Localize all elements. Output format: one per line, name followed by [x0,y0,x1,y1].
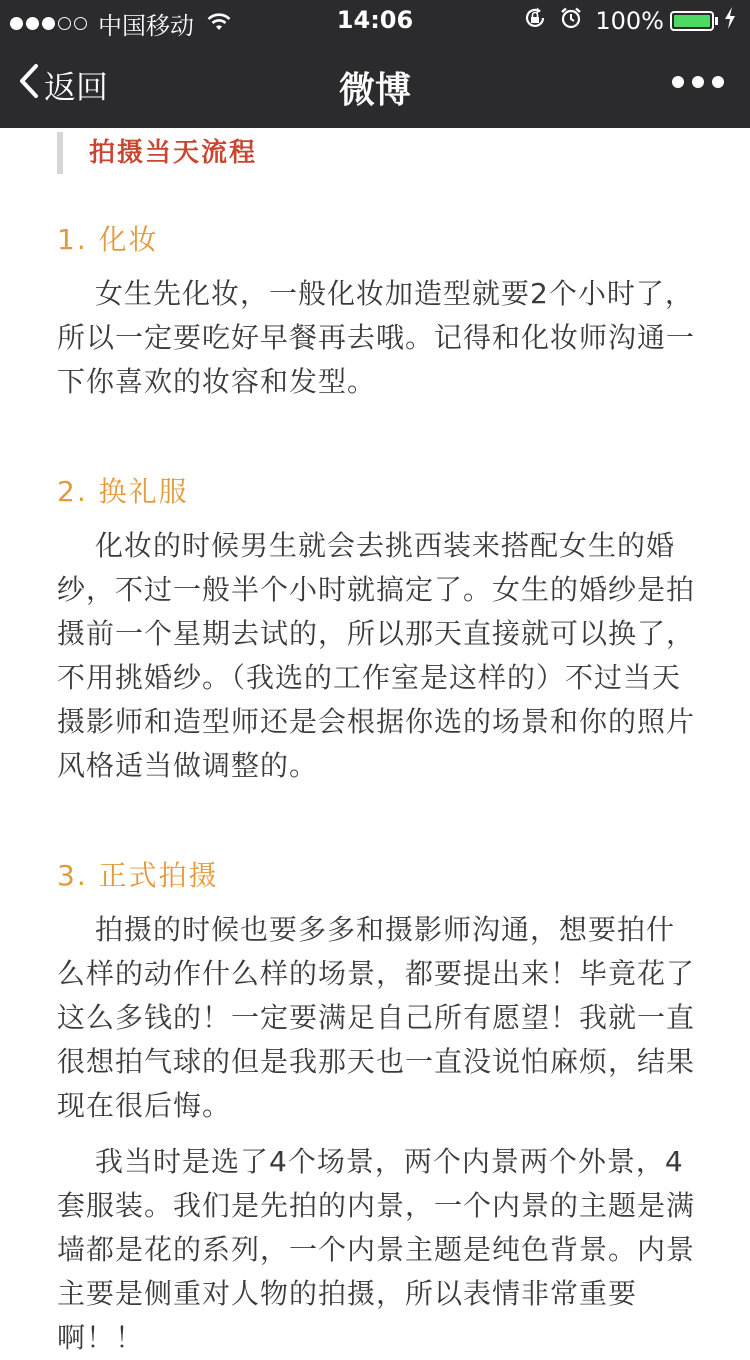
section-heading: 3. 正式拍摄 [57,859,219,892]
battery-icon [670,11,714,31]
more-dot [692,76,704,88]
quote-title: 拍摄当天流程 [57,132,257,174]
paragraph: 拍摄的时候也要多多和摄影师沟通，想要拍什么样的动作什么样的场景，都要提出来！毕竟花了这么多钱的！一定要满足自己所有愿望！我就一直很想拍气球的但是我那天也一直没说怕麻烦，结果现在很后悔。 [57,913,696,1122]
more-options-button[interactable] [664,76,724,88]
battery-fill [674,15,710,27]
status-right [523,6,736,36]
paragraph: 女生先化妆，一般化妆加造型就要2个小时了，所以一定要吃好早餐再去哦。记得和化妆师沟通一下你喜欢的妆容和发型。 [57,277,696,398]
article-content [0,128,750,1354]
status-time: 14:06 [336,6,414,34]
charging-icon [724,7,736,35]
battery-percent: 100% [595,7,664,35]
section-shooting [57,854,697,1360]
status-bar [0,0,750,40]
section-heading: 1. 化妆 [57,223,159,256]
back-label: 返回 [44,68,109,106]
page-title: 微博 [338,70,411,111]
carrier-name: 中国移动 [98,12,194,40]
section-heading: 2. 换礼服 [57,475,189,508]
rotation-lock-icon [523,6,547,36]
alarm-icon [559,6,583,36]
more-dot [672,76,684,88]
paragraph: 我当时是选了4个场景，两个内景两个外景，4套服装。我们是先拍的内景，一个内景的主题是满墙都是花的系列，一个内景主题是纯色背景。内景主要是侧重对人物的拍摄，所以表情非常重要啊！！ [57,1145,696,1354]
section-makeup [57,218,697,404]
section-dress [57,470,697,788]
paragraph: 化妆的时候男生就会去挑西装来搭配女生的婚纱，不过一般半个小时就搞定了。女生的婚纱是拍摄前一个星期去试的，所以那天直接就可以换了，不用挑婚纱。（我选的工作室是这样的）不过当天摄影师和造型师还是会根据你选的场景和你的照片风格适当做调整的。 [57,529,696,782]
navigation-bar [0,40,750,128]
battery-tip [715,17,718,25]
more-dot [712,76,724,88]
